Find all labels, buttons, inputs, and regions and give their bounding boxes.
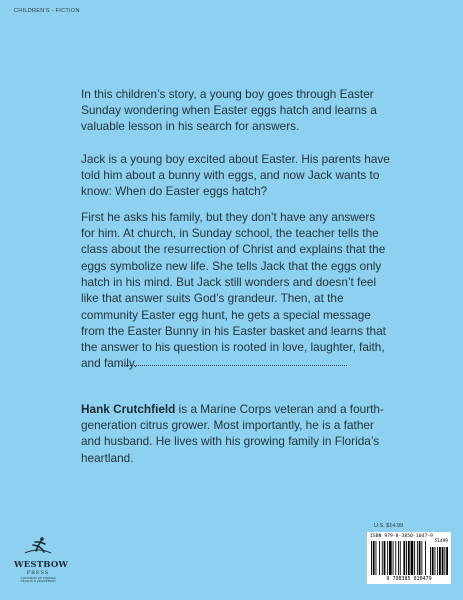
barcode-addon: 51499 [434, 539, 448, 544]
author-name: Hank Crutchfield [81, 401, 176, 416]
dotted-divider [121, 365, 347, 366]
isbn-label: ISBN 979-8-3850-1047-9 [370, 534, 434, 539]
publisher-name: WESTBOW [14, 560, 69, 570]
author-bio-text: is a Marine Corps veteran and a fourth-generation citrus grower. Most importantly, he is a father and husband. He lives with his growing family in Florida’s heartland. [81, 401, 384, 465]
publisher-tagline: A DIVISION OF THOMAS NELSON & ZONDERVAN [20, 576, 56, 584]
author-bio [81, 401, 391, 466]
synopsis-story: First he asks his family, but they don’t have any answers for him. At church, in Sunday school, the teacher tells the class about the resurrection of Christ and explains that the eggs symbolize new life. She tells Jack that the eggs only hatch in his mind. But Jack still wonders and doesn’t feel like that answer suits God’s grandeur. Then, at the community Easter egg hunt, he gets a special message from the Easter Bunny in his Easter basket and learns that the answer to his question is rooted in love, laughter, faith, and family. [81, 209, 386, 371]
synopsis-intro: In this children’s story, a young boy goes through Easter Sunday wondering when Easter eggs hatch and learns a valuable lesson in his search for answers. [81, 86, 377, 134]
barcode-digits: 9 798385 010479 [386, 576, 432, 582]
publisher-logo [14, 536, 69, 584]
price-label: U.S. $14.99 [374, 523, 404, 529]
publisher-press: PRESS [26, 570, 50, 576]
barcode [367, 532, 451, 584]
category-label: CHILDREN'S - FICTION [14, 8, 80, 14]
synopsis-jack: Jack is a young boy excited about Easter. His parents have told him about a bunny with eggs, and now Jack wants to know: When do Easter eggs hatch? [81, 151, 390, 199]
runner-logo-icon [23, 536, 53, 556]
barcode-bars [370, 541, 448, 576]
